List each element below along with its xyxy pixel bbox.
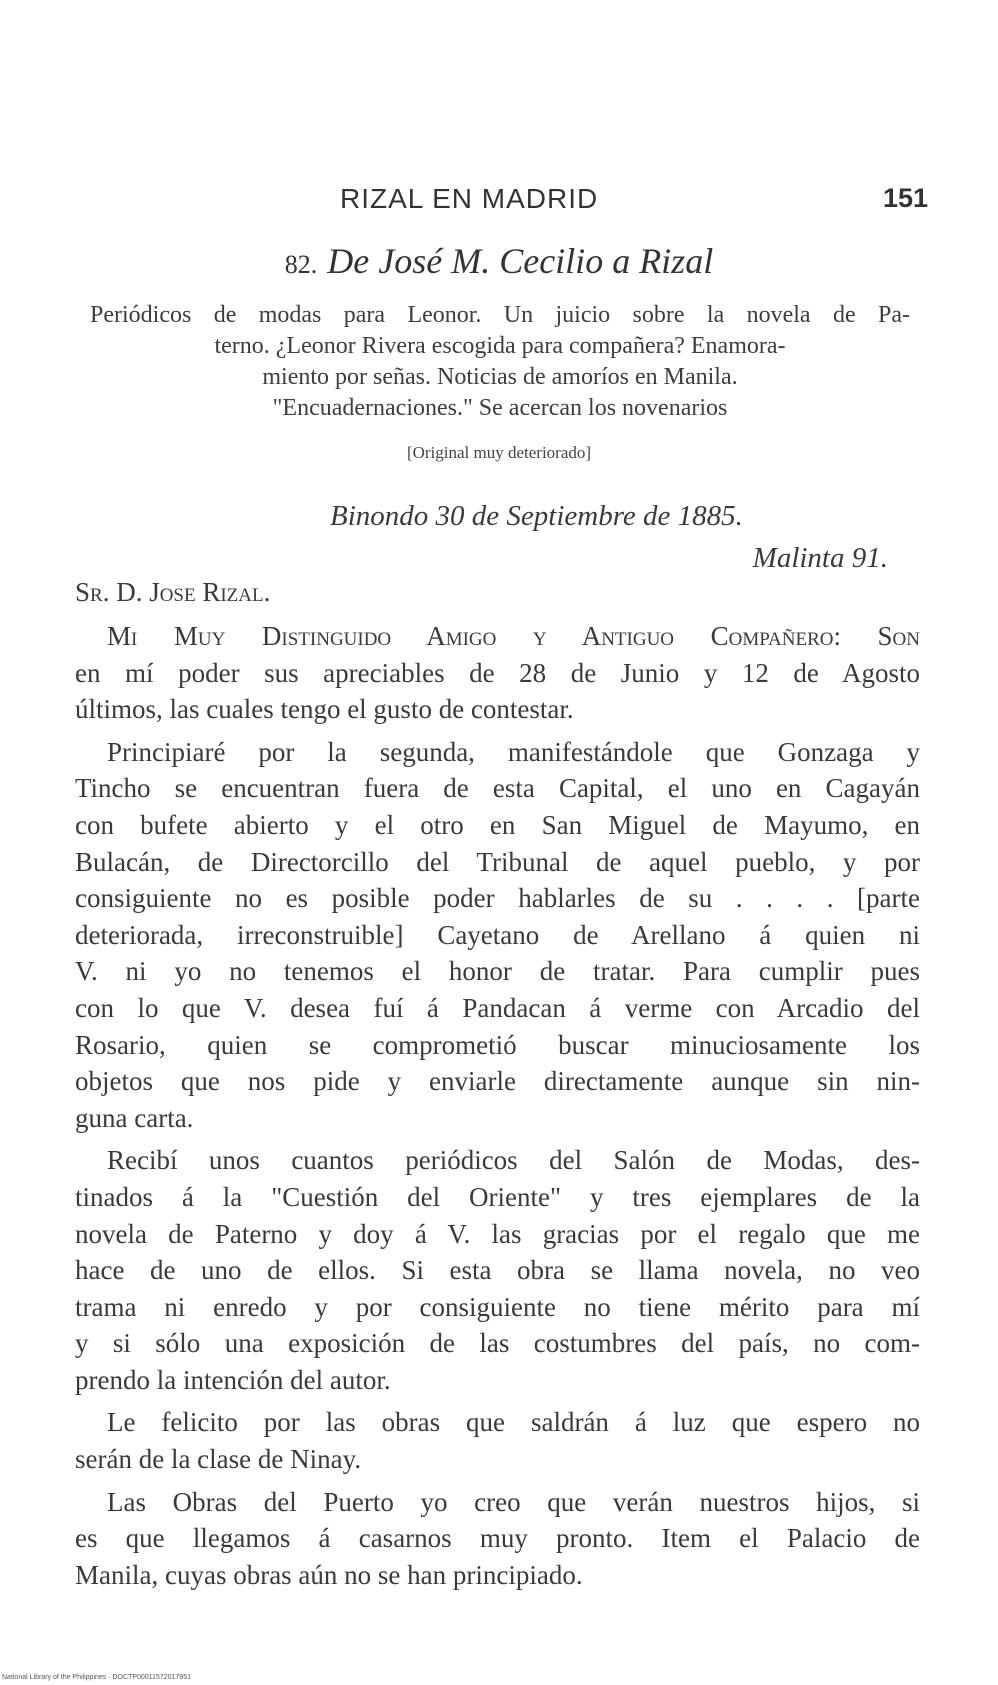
body-line: Manila, cuyas obras aún no se han principiado. [75,1559,583,1590]
summary-line: Periódicos de modas para Leonor. Un juicio sobre la novela de Pa- [90,302,910,328]
salutation: Sr. D. Jose Rizal. [75,577,271,607]
body-line: Le felicito por las obras que saldrán á luz que espero no [107,1407,920,1438]
letter-summary [90,300,910,424]
letter-body [75,618,920,1599]
body-line: Las Obras del Puerto yo creo que verán nuestros hijos, si [107,1486,920,1517]
paragraph [75,618,920,728]
letter-title [0,240,998,282]
paragraph [75,1404,920,1477]
body-line: en mí poder sus apreciables de 28 de Junio y 12 de Agosto [75,657,920,688]
body-line: Tincho se encuentran fuera de esta Capital, el uno en Cagayán [75,773,920,804]
body-line: consiguiente no es posible poder hablarles de su . . . . [parte [75,883,920,914]
body-line: es que llegamos á casarnos muy pronto. Item el Palacio de [75,1523,920,1554]
summary-line: "Encuadernaciones." Se acercan los novenarios [272,395,728,421]
archive-mark: National Library of the Philippines · DOCTP00011572017951 [2,1674,191,1681]
paragraph [75,734,920,1137]
dateline: Binondo 30 de Septiembre de 1885. [330,500,743,532]
body-line: trama ni enredo y por consiguiente no tiene mérito para mí [75,1291,920,1322]
editorial-note: [Original muy deteriorado] [406,443,592,462]
place-line: Malinta 91. [752,542,888,574]
letter-number: 82. [284,250,318,279]
body-line: con lo que V. desea fuí á Pandacan á verme con Arcadio del [75,992,920,1023]
body-line: Mi Muy Distinguido Amigo y Antiguo Compañero: Son [107,621,920,651]
body-line: deteriorada, irreconstruible] Cayetano de Arellano á quien ni [75,919,920,950]
paragraph [75,1484,920,1594]
body-line: Recibí unos cuantos periódicos del Salón de Modas, des- [107,1145,920,1176]
letter-title-text: De José M. Cecilio a Rizal [327,241,714,281]
running-head [0,183,998,223]
body-line: hace de uno de ellos. Si esta obra se llama novela, no veo [75,1255,920,1286]
running-title: RIZAL EN MADRID [340,183,599,214]
body-line: novela de Paterno y doy á V. las gracias por el regalo que me [75,1218,920,1249]
body-line: guna carta. [75,1102,194,1133]
paragraph [75,1142,920,1398]
page-number: 151 [882,183,928,213]
body-line: últimos, las cuales tengo el gusto de contestar. [75,694,574,725]
body-line: V. ni yo no tenemos el honor de tratar. Para cumplir pues [75,956,920,987]
body-line: Rosario, quien se comprometió buscar minuciosamente los [75,1029,920,1060]
body-line: objetos que nos pide y enviarle directamente aunque sin nin- [75,1066,920,1097]
body-line: con bufete abierto y el otro en San Miguel de Mayumo, en [75,809,920,840]
body-line: serán de la clase de Ninay. [75,1444,362,1475]
summary-line: terno. ¿Leonor Rivera escogida para compañera? Enamora- [214,333,786,359]
body-line: y si sólo una exposición de las costumbres del país, no com- [75,1328,920,1359]
body-line: Principiaré por la segunda, manifestándole que Gonzaga y [107,736,920,767]
body-line: prendo la intención del autor. [75,1364,391,1395]
summary-line: miento por señas. Noticias de amoríos en Manila. [262,364,738,390]
body-line: Bulacán, de Directorcillo del Tribunal de aquel pueblo, y por [75,846,920,877]
body-line: tinados á la "Cuestión del Oriente" y tres ejemplares de la [75,1181,920,1212]
